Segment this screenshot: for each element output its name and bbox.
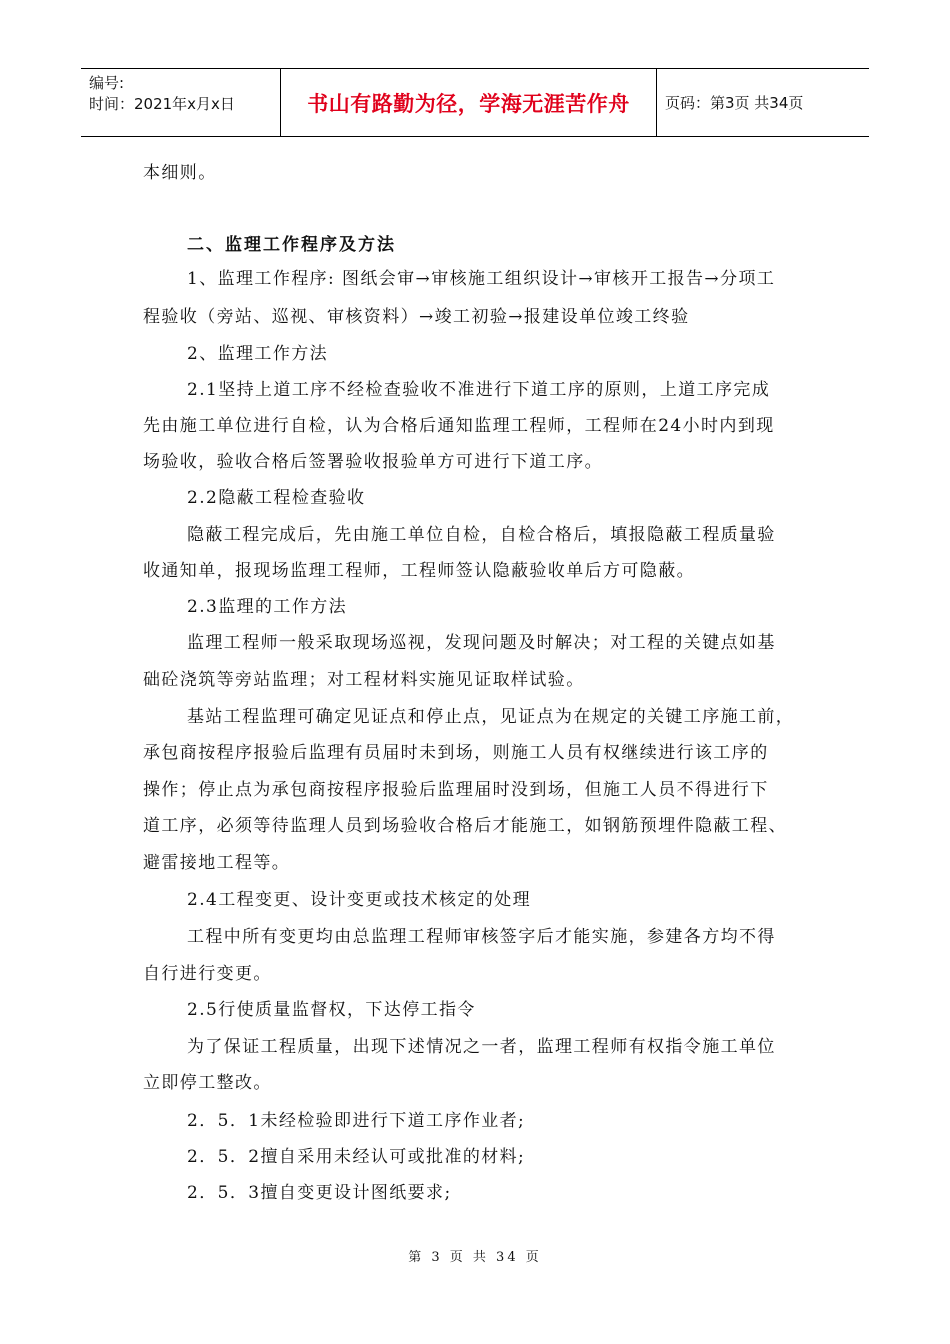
- paragraph-line: 先由施工单位进行自检，认为合格后通知监理工程师，工程师在24小时内到现: [143, 416, 775, 436]
- paragraph-line: 础砼浇筑等旁站监理；对工程材料实施见证取样试验。: [143, 670, 585, 690]
- paragraph-line: 1、监理工作程序: 图纸会审→审核施工组织设计→审核开工报告→分项工: [187, 269, 776, 289]
- paragraph-line: 承包商按程序报验后监理有员届时未到场，则施工人员有权继续进行该工序的: [143, 743, 769, 763]
- paragraph-line: 操作；停止点为承包商按程序报验后监理届时没到场，但施工人员不得进行下: [143, 780, 769, 800]
- subsection-heading: 2.5行使质量监督权，下达停工指令: [187, 1000, 476, 1020]
- subsection-heading: 2.4工程变更、设计变更或技术核定的处理: [187, 890, 532, 910]
- paragraph-line: 监理工程师一般采取现场巡视，发现问题及时解决；对工程的关键点如基: [187, 633, 776, 653]
- paragraph-line: 自行进行变更。: [143, 964, 272, 984]
- subsection-heading: 2.3监理的工作方法: [187, 597, 348, 617]
- header-page-code: 页码：第3页 共34页: [665, 94, 804, 112]
- paragraph-line: 场验收，验收合格后签署验收报验单方可进行下道工序。: [143, 452, 603, 472]
- header-table: [81, 68, 869, 137]
- subsection-heading: 2.2隐蔽工程检查验收: [187, 488, 366, 508]
- header-motto: 书山有路勤为径，学海无涯苦作舟: [281, 69, 657, 136]
- paragraph-line: 为了保证工程质量，出现下述情况之一者，监理工程师有权指令施工单位: [187, 1037, 776, 1057]
- list-item: 2．5．3擅自变更设计图纸要求;: [187, 1183, 452, 1203]
- paragraph-line: 道工序，必须等待监理人员到场验收合格后才能施工，如钢筋预埋件隐蔽工程、: [143, 816, 787, 836]
- paragraph-line: 隐蔽工程完成后，先由施工单位自检，自检合格后，填报隐蔽工程质量验: [187, 525, 776, 545]
- header-meta-cell: [81, 69, 281, 136]
- list-item: 2．5．2擅自采用未经认可或批准的材料;: [187, 1147, 526, 1167]
- paragraph-line: 程验收（旁站、巡视、审核资料）→竣工初验→报建设单位竣工终验: [143, 307, 690, 327]
- page-footer: 第 3 页 共 34 页: [408, 1250, 542, 1265]
- subsection-heading: 2、监理工作方法: [187, 344, 329, 364]
- paragraph-line: 工程中所有变更均由总监理工程师审核签字后才能实施，参建各方均不得: [187, 927, 776, 947]
- document-number-label: 编号:: [89, 74, 125, 92]
- document-date-label: 时间：2021年x月x日: [89, 95, 235, 113]
- paragraph-line: 2.1坚持上道工序不经检查验收不准进行下道工序的原则，上道工序完成: [187, 380, 771, 400]
- list-item: 2．5．1未经检验即进行下道工序作业者;: [187, 1111, 526, 1131]
- paragraph-line: 基站工程监理可确定见证点和停止点，见证点为在规定的关键工序施工前，: [187, 707, 795, 727]
- paragraph-line: 本细则。: [143, 163, 217, 183]
- section-heading: 二、监理工作程序及方法: [187, 235, 396, 255]
- paragraph-line: 收通知单，报现场监理工程师，工程师签认隐蔽验收单后方可隐蔽。: [143, 561, 695, 581]
- paragraph-line: 立即停工整改。: [143, 1073, 272, 1093]
- paragraph-line: 避雷接地工程等。: [143, 853, 291, 873]
